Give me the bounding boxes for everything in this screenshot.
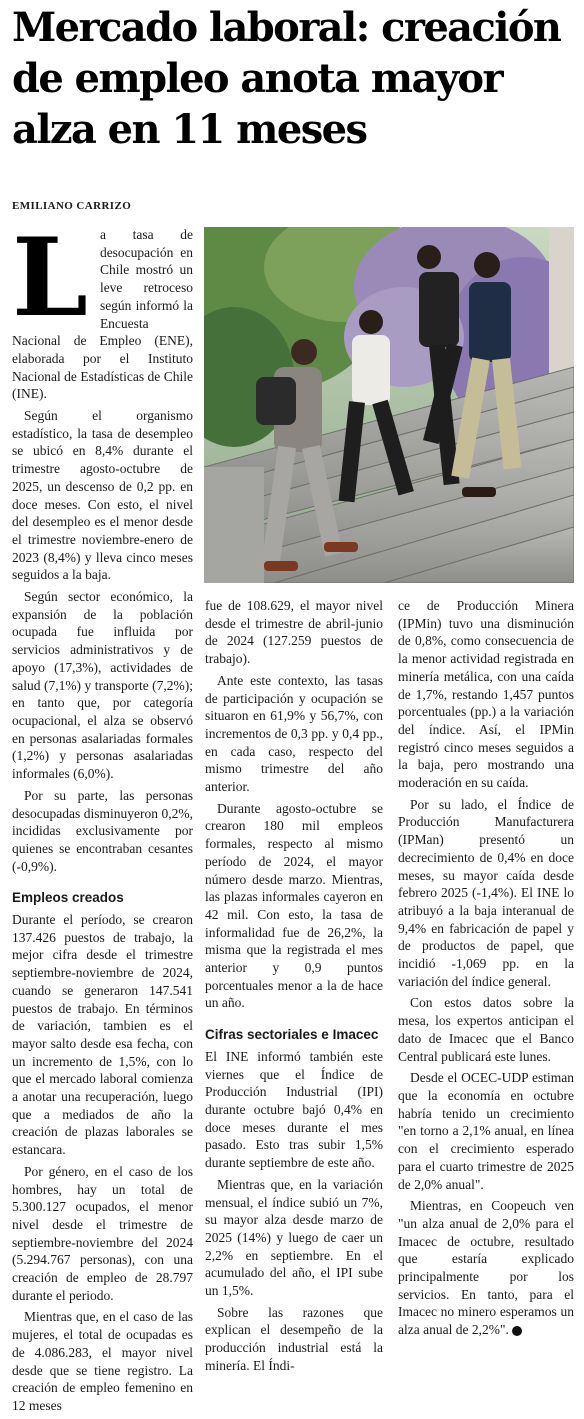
paragraph: Mientras, en Coopeuch ven "un alza anual de 2,0% para el Imacec de octubre, resultado que estaría explicado principalmente por los servicios. En tanto, para el Imacec no minero esperamos un alza anual de 2,2%". P <box>398 1198 574 1338</box>
paragraph: Sobre las razones que explican el desempeño de la producción industrial está la minería. El Índi- <box>205 1304 383 1373</box>
lead-paragraph: La tasa de desocupación en Chile mostró un leve retroceso según informó la Encuesta Nacional de Empleo (ENE), elaborada por el Instituto Nacional de Estadísticas de Chile (INE). <box>12 215 193 402</box>
article-photo <box>204 227 574 583</box>
paragraph: fue de 108.629, el mayor nivel desde el trimestre de abril-junio de 2024 (127.259 puestos de trabajo). <box>205 598 383 667</box>
paragraph: Durante agosto-octubre se crearon 180 mil empleos formales, respecto al mismo período de 2024, el mayor número desde marzo. Mientras, las plazas informales cayeron en 42 mil. Con esto, la tasa de informalidad fue de 26,2%, la misma que la registrada el mes anterior y 0,9 puntos porcentuales menor a la de hace un año. <box>205 800 383 1011</box>
paragraph: Según sector económico, la expansión de la población ocupada fue influida por servicios administrativos y de apoyo (17,3%), actividades de salud (7,1%) y transporte (7,2%); en tanto que, por categoría ocupacional, el alza se observó en personas asalariadas formales (1,2%) y personas asalariadas informales (6,0%). <box>12 589 193 782</box>
headline: Mercado laboral: creación de empleo anota mayor alza en 11 meses <box>12 4 561 153</box>
column-1 <box>12 215 193 1419</box>
paragraph: El INE informó también este viernes que el Índice de Producción Industrial (IPI) durante octubre bajó 0,4% en doce meses durante el mes pasado. Esto tras subir 1,5% durante septiembre de este año. <box>205 1048 383 1171</box>
paragraph: ce de Producción Minera (IPMin) tuvo una disminución de 0,8%, como consecuencia de la menor actividad registrada en minería metálica, con una caída de 1,7%, restando 1,457 puntos porcentuales (pp.) a la variación del índice. Así, el IPMin registró cinco meses seguidos a la baja, pero mostrando una moderación en su caída. <box>398 598 574 791</box>
paragraph: Por su lado, el Índice de Producción Manufacturera (IPMan) presentó un decrecimiento de 0,4% en doce meses, su mayor caída desde febrero 2025 (-1,4%). El INE lo atribuyó a la baja interanual de 9,4% en fabricación de papel y de productos de papel, que incidió -1,069 pp. en la variación del índice general. <box>398 796 574 989</box>
end-mark-icon: P <box>512 1326 522 1336</box>
column-2 <box>205 597 383 1379</box>
subheading-empleos-creados: Empleos creados <box>12 890 124 906</box>
column-3 <box>398 597 574 1343</box>
paragraph: Por su parte, las personas desocupadas disminuyeron 0,2%, incididas exclusivamente por quienes se encontraban cesantes (-0,9%). <box>12 787 193 874</box>
paragraph: Durante el período, se crearon 137.426 puestos de trabajo, la mejor cifra desde el trimestre septiembre-noviembre de 2024, cuando se generaron 147.541 puestos de trabajo. En términos de variación, tambien es el mayor salto desde esa fecha, con un incremento de 1,5%, con lo que el mercado laboral comienza a anotar una recuperación, luego que a mediados de año la creación de plazas laborales se estancara. <box>12 912 193 1158</box>
byline: EMILIANO CARRIZO <box>12 200 132 212</box>
paragraph: Por género, en el caso de los hombres, hay un total de 5.300.127 ocupados, el menor nivel desde el trimestre de septiembre-noviembre del 2024 (5.294.767 personas), con una creación de empleo de 28.797 durante el periodo. <box>12 1163 193 1303</box>
subheading-cifras-sectoriales: Cifras sectoriales e Imacec <box>205 1027 379 1043</box>
paragraph: Desde el OCEC-UDP estiman que la economía en octubre habría tenido un crecimiento "en torno a 2,1% anual, en línea con el crecimiento esperado para el cuarto trimestre de 2025 de 2,0% anual". <box>398 1070 574 1192</box>
paragraph: Mientras que, en el caso de las mujeres, el total de ocupadas es de 4.086.283, el mayor nivel desde que se tiene registro. La creación de empleo femenino en 12 meses <box>12 1309 193 1413</box>
paragraph: Mientras que, en la variación mensual, el índice subió un 7%, su mayor alza desde marzo de 2025 (14%) y luego de caer un 2,2% en septiembre. En el acumulado del año, el IPI sube un 1,5%. <box>205 1176 383 1299</box>
paragraph: Con estos datos sobre la mesa, los expertos anticipan el dato de Imacec que el Banco Central publicará este lunes. <box>398 995 574 1064</box>
paragraph: Según el organismo estadístico, la tasa de desempleo se ubicó en 8,4% durante el trimestre agosto-octubre de 2025, un descenso de 0,2 pp. en doce meses. Con esto, el nivel del desempleo es el menor desde el trimestre noviembre-enero de 2023 (8,4%) y lleva cinco meses seguidos a la baja. <box>12 408 193 583</box>
photo-illustration <box>204 227 574 583</box>
paragraph: Ante este contexto, las tasas de participación y ocupación se situaron en 61,9% y 56,7%, con incrementos de 0,3 pp. y 0,4 pp., en cada caso, respecto del mismo trimestre del año anterior. <box>205 672 383 795</box>
drop-cap: L <box>12 215 88 341</box>
